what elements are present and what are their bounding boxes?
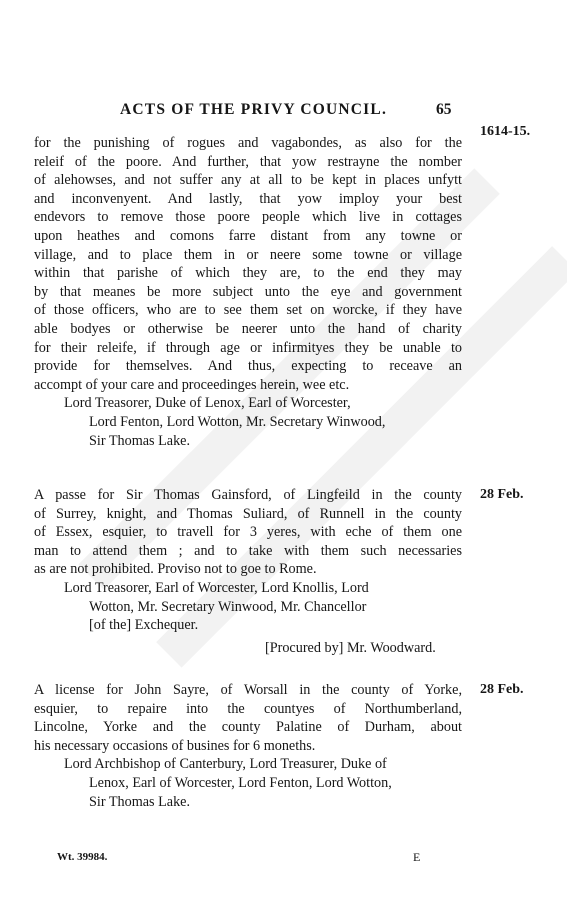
- text-line: as are not prohibited. Proviso not to goe to Rome.: [34, 561, 317, 578]
- text-line: Lincolne, Yorke and the county Palatine of Durham, about: [34, 719, 462, 736]
- text-line: releif of the poore. And further, that yow restrayne the nomber: [34, 153, 462, 170]
- page-number: 65: [436, 101, 452, 118]
- text-line: by that meanes be more subject unto the eye and government: [34, 283, 462, 300]
- text-line: able bodyes or otherwise be neerer unto the hand of charity: [34, 320, 462, 337]
- margin-date: 28 Feb.: [480, 487, 524, 502]
- procured-by-line: [Procured by] Mr. Woodward.: [265, 639, 436, 656]
- entry-passe: [34, 486, 462, 657]
- text-line: within that parishe of which they are, to the end they may: [34, 265, 462, 282]
- signatory-line: Wotton, Mr. Secretary Winwood, Mr. Chancellor: [89, 598, 367, 615]
- text-line: his necessary occasions of busines for 6 moneths.: [34, 737, 316, 754]
- signatory-line: Lord Archbishop of Canterbury, Lord Treasurer, Duke of: [64, 756, 387, 773]
- entry-license: [34, 681, 462, 811]
- signatory-line: Lord Treasorer, Earl of Worcester, Lord Knollis, Lord: [64, 579, 369, 596]
- text-line: of alehowses, and not suffer any at all to be kept in places unfytt: [34, 172, 462, 189]
- signatory-line: Lenox, Earl of Worcester, Lord Fenton, Lord Wotton,: [89, 774, 392, 791]
- text-line: provide for themselves. And thus, expecting to receave an: [34, 358, 462, 375]
- text-line: village, and to place them in or neere some towne or village: [34, 246, 462, 263]
- signatory-line: Sir Thomas Lake.: [89, 432, 191, 449]
- signatory-line: Sir Thomas Lake.: [89, 793, 191, 810]
- text-line: endevors to remove those poore people which live in cottages: [34, 209, 462, 226]
- signature-mark: E: [413, 850, 421, 864]
- text-line: and inconvenyent. And lastly, that yow imploy your best: [34, 190, 462, 207]
- signatory-line: [of the] Exchequer.: [89, 617, 199, 634]
- text-line: for the punishing of rogues and vagabondes, as also for the: [34, 135, 462, 151]
- signatory-line: Lord Treasorer, Duke of Lenox, Earl of Worcester,: [64, 395, 351, 412]
- text-line: man to attend them ; and to take with them such necessaries: [34, 542, 462, 559]
- running-header: ACTS OF THE PRIVY COUNCIL.: [120, 101, 388, 118]
- signatory-line: Lord Fenton, Lord Wotton, Mr. Secretary Winwood,: [89, 413, 386, 430]
- margin-year: 1614-15.: [480, 124, 531, 139]
- text-line: of those officers, who are to see them set on worcke, if they have: [34, 302, 462, 319]
- margin-date: 28 Feb.: [480, 682, 524, 697]
- text-line: A license for John Sayre, of Worsall in the county of Yorke,: [34, 682, 462, 698]
- text-line: for their releife, if through age or infirmityes they be unable to: [34, 339, 462, 356]
- entry-continuation: [34, 134, 462, 450]
- text-line: of Surrey, knight, and Thomas Suliard, of Runnell in the county: [34, 505, 462, 522]
- text-line: A passe for Sir Thomas Gainsford, of Lingfeild in the county: [34, 487, 462, 503]
- text-line: upon heathes and comons farre distant from any towne or: [34, 227, 462, 244]
- print-code: Wt. 39984.: [57, 851, 108, 863]
- text-line: esquier, to repaire into the countyes of Northumberland,: [34, 700, 462, 717]
- text-line: accompt of your care and proceedinges herein, wee etc.: [34, 376, 350, 393]
- text-line: of Essex, esquier, to travell for 3 yeres, with eche of them one: [34, 524, 462, 541]
